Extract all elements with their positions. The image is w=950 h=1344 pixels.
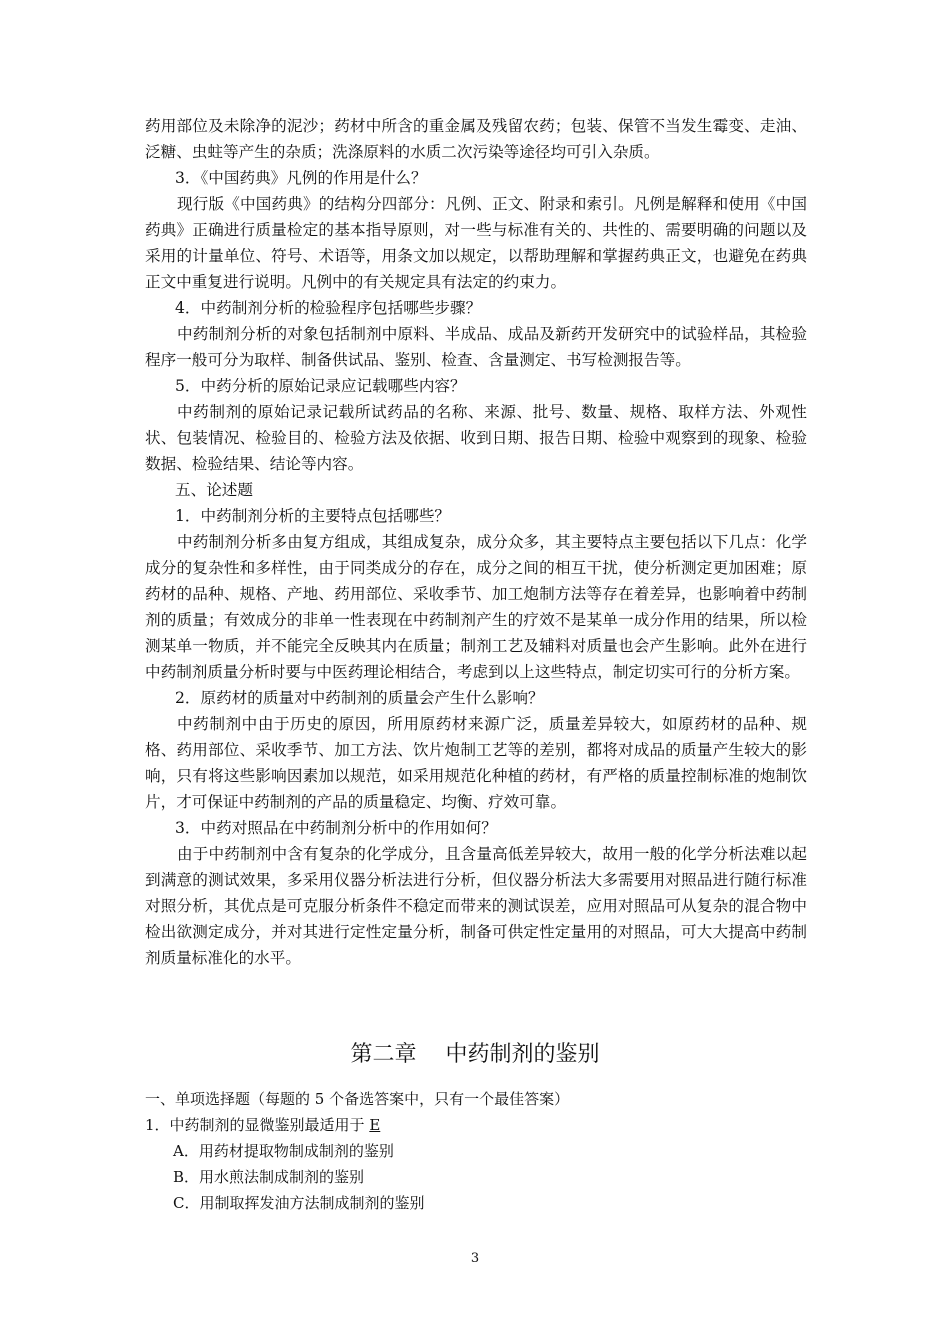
question-3-heading: 3．《中国药典》凡例的作用是什么？ [175,169,427,187]
answer-section [145,113,807,971]
question-5-answer: 中药制剂的原始记录记载所试药品的名称、来源、批号、数量、规格、取样方法、外观性状、包装情况、检验目的、检验方法及依据、收到日期、报告日期、检验中观察到的现象、检验数据、检验结果、结论等内容。 [145,403,807,473]
essay-2-heading: 2．原药材的质量对中药制剂的质量会产生什么影响？ [175,689,544,707]
essay-3-answer: 由于中药制剂中含有复杂的化学成分，且含量高低差异较大，故用一般的化学分析法难以起到满意的测试效果，多采用仪器分析法进行分析，但仪器分析法大多需要用对照品进行随行标准对照分析，其优点是可克服分析条件不稳定而带来的测试误差，应用对照品可从复杂的混合物中检出欲测定成分，并对其进行定性定量分析，制备可供定性定量用的对照品，可大大提高中药制剂质量标准化的水平。 [145,845,807,967]
option-a: A．用药材提取物制成制剂的鉴别 [173,1142,394,1160]
question-stem-line [145,1112,807,1138]
page-number: 3 [470,1251,480,1266]
essay-1-heading: 1．中药制剂分析的主要特点包括哪些？ [175,507,451,525]
essay-3-heading: 3．中药对照品在中药制剂分析中的作用如何？ [175,819,497,837]
essay-section-heading: 五、论述题 [175,481,253,499]
section-heading: 一、单项选择题（每题的 5 个备选答案中，只有一个最佳答案） [145,1090,570,1108]
chapter-title: 第二章 中药制剂的鉴别 [350,1042,600,1067]
option-b: B．用水煎法制成制剂的鉴别 [173,1168,365,1186]
question-4-answer: 中药制剂分析的对象包括制剂中原料、半成品、成品及新药开发研究中的试验样品，其检验程序一般可分为取样、制备供试品、鉴别、检查、含量测定、书写检测报告等。 [145,325,807,369]
question-answer: E [369,1116,381,1134]
option-c: C．用制取挥发油方法制成制剂的鉴别 [173,1194,425,1212]
question-stem: 1．中药制剂的显微鉴别最适用于 [145,1116,370,1134]
question-4-heading: 4．中药制剂分析的检验程序包括哪些步骤？ [175,299,482,317]
question-3-answer: 现行版《中国药典》的结构分四部分：凡例、正文、附录和索引。凡例是解释和使用《中国药典》正确进行质量检定的基本指导原则，对一些与标准有关的、共性的、需要明确的问题以及采用的计量单位、符号、术语等，用条文加以规定，以帮助理解和掌握药典正文，也避免在药典正文中重复进行说明。凡例中的有关规定具有法定的约束力。 [145,195,807,291]
multiple-choice-section [145,1086,807,1216]
essay-2-answer: 中药制剂中由于历史的原因，所用原药材来源广泛，质量差异较大，如原药材的品种、规格、药用部位、采收季节、加工方法、饮片炮制工艺等的差别，都将对成品的质量产生较大的影响，只有将这些影响因素加以规范，如采用规范化种植的药材，有严格的质量控制标准的炮制饮片，才可保证中药制剂的产品的质量稳定、均衡、疗效可靠。 [145,715,807,811]
essay-1-answer: 中药制剂分析多由复方组成，其组成复杂，成分众多，其主要特点主要包括以下几点：化学成分的复杂性和多样性，由于同类成分的存在，成分之间的相互干扰，使分析测定更加困难；原药材的品种、规格、产地、药用部位、采收季节、加工炮制方法等存在着差异，也影响着中药制剂的质量；有效成分的非单一性表现在中药制剂产生的疗效不是某单一成分作用的结果，所以检测某单一物质，并不能完全反映其内在质量；制剂工艺及辅料对质量也会产生影响。此外在进行中药制剂质量分析时要与中医药理论相结合，考虑到以上这些特点，制定切实可行的分析方案。 [145,533,807,681]
paragraph-continuation: 药用部位及未除净的泥沙；药材中所含的重金属及残留农药；包装、保管不当发生霉变、走油、泛糖、虫蛀等产生的杂质；洗涤原料的水质二次污染等途径均可引入杂质。 [145,117,807,161]
question-5-heading: 5．中药分析的原始记录应记载哪些内容？ [175,377,466,395]
